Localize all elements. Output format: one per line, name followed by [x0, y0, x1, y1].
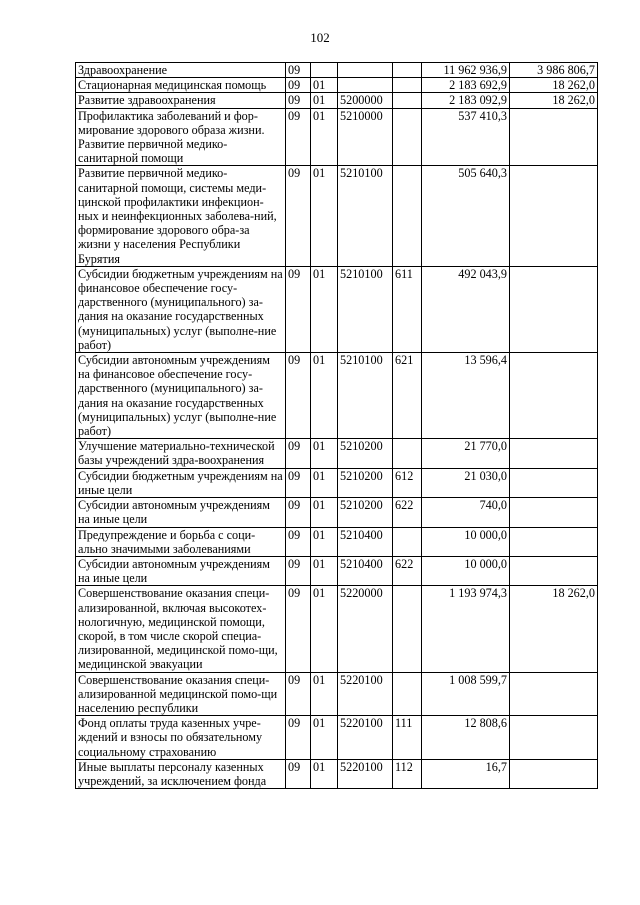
- sum-year1-cell: 1 193 974,3: [422, 586, 510, 672]
- sum-year2-cell: [510, 759, 598, 788]
- sum-year2-cell: [510, 468, 598, 497]
- sum-year2-cell: [510, 266, 598, 352]
- budget-table-body: [76, 63, 598, 789]
- sum-year2-cell: [510, 439, 598, 468]
- sum-year2-cell: 3 986 806,7: [510, 63, 598, 78]
- subsection-code-cell: 01: [311, 439, 338, 468]
- section-code-cell: 09: [286, 527, 311, 556]
- article-code-cell: 5210200: [338, 468, 393, 497]
- sum-year2-cell: 18 262,0: [510, 93, 598, 108]
- article-code-cell: 5220000: [338, 586, 393, 672]
- sum-year2-cell: 18 262,0: [510, 586, 598, 672]
- subsection-code-cell: 01: [311, 266, 338, 352]
- article-code-cell: 5200000: [338, 93, 393, 108]
- row-name-cell: Фонд оплаты труда казенных учре-ждений и взносы по обязательному социальному страхованию: [76, 716, 286, 760]
- article-code-cell: 5220100: [338, 672, 393, 716]
- section-code-cell: 09: [286, 63, 311, 78]
- subsection-code-cell: 01: [311, 108, 338, 166]
- sum-year1-cell: 537 410,3: [422, 108, 510, 166]
- row-name-cell: Совершенствование оказания специ-ализированной, включая высокотех-нологичную, медицинской помощи, скорой, в том числе скорой специа-лизированной, медицинской помо-щи, медицинской эвакуации: [76, 586, 286, 672]
- table-row: [76, 527, 598, 556]
- sum-year1-cell: 13 596,4: [422, 353, 510, 439]
- section-code-cell: 09: [286, 78, 311, 93]
- table-row: [76, 63, 598, 78]
- section-code-cell: 09: [286, 672, 311, 716]
- sum-year1-cell: 492 043,9: [422, 266, 510, 352]
- expense-type-cell: [393, 93, 422, 108]
- table-row: [76, 353, 598, 439]
- section-code-cell: 09: [286, 498, 311, 527]
- sum-year1-cell: 2 183 092,9: [422, 93, 510, 108]
- expense-type-cell: 612: [393, 468, 422, 497]
- section-code-cell: 09: [286, 166, 311, 266]
- sum-year2-cell: [510, 716, 598, 760]
- sum-year1-cell: 16,7: [422, 759, 510, 788]
- subsection-code-cell: 01: [311, 672, 338, 716]
- expense-type-cell: 611: [393, 266, 422, 352]
- sum-year1-cell: 12 808,6: [422, 716, 510, 760]
- row-name-cell: Профилактика заболеваний и фор-мирование здорового образа жизни. Развитие первичной медико-санитарной помощи: [76, 108, 286, 166]
- table-row: [76, 166, 598, 266]
- sum-year1-cell: 2 183 692,9: [422, 78, 510, 93]
- sum-year1-cell: 1 008 599,7: [422, 672, 510, 716]
- subsection-code-cell: 01: [311, 353, 338, 439]
- budget-table: [75, 62, 598, 789]
- sum-year1-cell: 10 000,0: [422, 527, 510, 556]
- expense-type-cell: [393, 78, 422, 93]
- subsection-code-cell: 01: [311, 556, 338, 585]
- table-row: [76, 556, 598, 585]
- subsection-code-cell: 01: [311, 586, 338, 672]
- section-code-cell: 09: [286, 759, 311, 788]
- subsection-code-cell: 01: [311, 527, 338, 556]
- row-name-cell: Субсидии автономным учреждениям на иные цели: [76, 498, 286, 527]
- sum-year1-cell: 11 962 936,9: [422, 63, 510, 78]
- section-code-cell: 09: [286, 93, 311, 108]
- sum-year1-cell: 21 770,0: [422, 439, 510, 468]
- row-name-cell: Субсидии бюджетным учреждениям на иные цели: [76, 468, 286, 497]
- sum-year1-cell: 740,0: [422, 498, 510, 527]
- sum-year2-cell: [510, 166, 598, 266]
- sum-year2-cell: [510, 527, 598, 556]
- subsection-code-cell: [311, 63, 338, 78]
- sum-year2-cell: 18 262,0: [510, 78, 598, 93]
- section-code-cell: 09: [286, 586, 311, 672]
- subsection-code-cell: 01: [311, 78, 338, 93]
- expense-type-cell: [393, 527, 422, 556]
- row-name-cell: Субсидии автономным учреждениям на финансовое обеспечение госу-дарственного (муниципального) за-дания на оказание государственных (муниципальных) услуг (выполне-ние работ): [76, 353, 286, 439]
- article-code-cell: 5210400: [338, 556, 393, 585]
- article-code-cell: 5210000: [338, 108, 393, 166]
- article-code-cell: [338, 78, 393, 93]
- expense-type-cell: 621: [393, 353, 422, 439]
- expense-type-cell: 622: [393, 556, 422, 585]
- subsection-code-cell: 01: [311, 166, 338, 266]
- article-code-cell: 5210100: [338, 266, 393, 352]
- expense-type-cell: 112: [393, 759, 422, 788]
- expense-type-cell: [393, 672, 422, 716]
- table-row: [76, 108, 598, 166]
- sum-year1-cell: 21 030,0: [422, 468, 510, 497]
- section-code-cell: 09: [286, 353, 311, 439]
- section-code-cell: 09: [286, 556, 311, 585]
- table-row: [76, 266, 598, 352]
- row-name-cell: Субсидии автономным учреждениям на иные цели: [76, 556, 286, 585]
- section-code-cell: 09: [286, 439, 311, 468]
- row-name-cell: Иные выплаты персоналу казенных учреждений, за исключением фонда: [76, 759, 286, 788]
- row-name-cell: Стационарная медицинская помощь: [76, 78, 286, 93]
- sum-year1-cell: 505 640,3: [422, 166, 510, 266]
- section-code-cell: 09: [286, 468, 311, 497]
- article-code-cell: 5220100: [338, 716, 393, 760]
- subsection-code-cell: 01: [311, 498, 338, 527]
- article-code-cell: 5210200: [338, 439, 393, 468]
- expense-type-cell: [393, 439, 422, 468]
- section-code-cell: 09: [286, 266, 311, 352]
- article-code-cell: 5210400: [338, 527, 393, 556]
- expense-type-cell: [393, 108, 422, 166]
- sum-year2-cell: [510, 353, 598, 439]
- row-name-cell: Развитие первичной медико-санитарной помощи, системы меди-цинской профилактики инфекцион-ных и неинфекционных заболева-ний, формирование здорового обра-за жизни у населения Республики Бурятия: [76, 166, 286, 266]
- table-row: [76, 759, 598, 788]
- row-name-cell: Развитие здравоохранения: [76, 93, 286, 108]
- article-code-cell: [338, 63, 393, 78]
- expense-type-cell: [393, 63, 422, 78]
- expense-type-cell: 111: [393, 716, 422, 760]
- row-name-cell: Субсидии бюджетным учреждениям на финансовое обеспечение госу-дарственного (муниципального) за-дания на оказание государственных (муниципальных) услуг (выполне-ние работ): [76, 266, 286, 352]
- sum-year2-cell: [510, 556, 598, 585]
- row-name-cell: Совершенствование оказания специ-ализированной медицинской помо-щи населению республики: [76, 672, 286, 716]
- table-row: [76, 586, 598, 672]
- subsection-code-cell: 01: [311, 93, 338, 108]
- sum-year2-cell: [510, 498, 598, 527]
- table-row: [76, 93, 598, 108]
- table-row: [76, 672, 598, 716]
- page-number: 102: [310, 30, 330, 45]
- table-row: [76, 468, 598, 497]
- article-code-cell: 5210100: [338, 353, 393, 439]
- article-code-cell: 5210200: [338, 498, 393, 527]
- expense-type-cell: [393, 166, 422, 266]
- expense-type-cell: 622: [393, 498, 422, 527]
- sum-year2-cell: [510, 672, 598, 716]
- article-code-cell: 5210100: [338, 166, 393, 266]
- expense-type-cell: [393, 586, 422, 672]
- table-row: [76, 498, 598, 527]
- row-name-cell: Предупреждение и борьба с соци-ально значимыми заболеваниями: [76, 527, 286, 556]
- subsection-code-cell: 01: [311, 716, 338, 760]
- table-row: [76, 716, 598, 760]
- row-name-cell: Улучшение материально-технической базы учреждений здра-воохранения: [76, 439, 286, 468]
- sum-year1-cell: 10 000,0: [422, 556, 510, 585]
- subsection-code-cell: 01: [311, 468, 338, 497]
- section-code-cell: 09: [286, 716, 311, 760]
- table-row: [76, 439, 598, 468]
- row-name-cell: Здравоохранение: [76, 63, 286, 78]
- sum-year2-cell: [510, 108, 598, 166]
- subsection-code-cell: 01: [311, 759, 338, 788]
- article-code-cell: 5220100: [338, 759, 393, 788]
- table-row: [76, 78, 598, 93]
- section-code-cell: 09: [286, 108, 311, 166]
